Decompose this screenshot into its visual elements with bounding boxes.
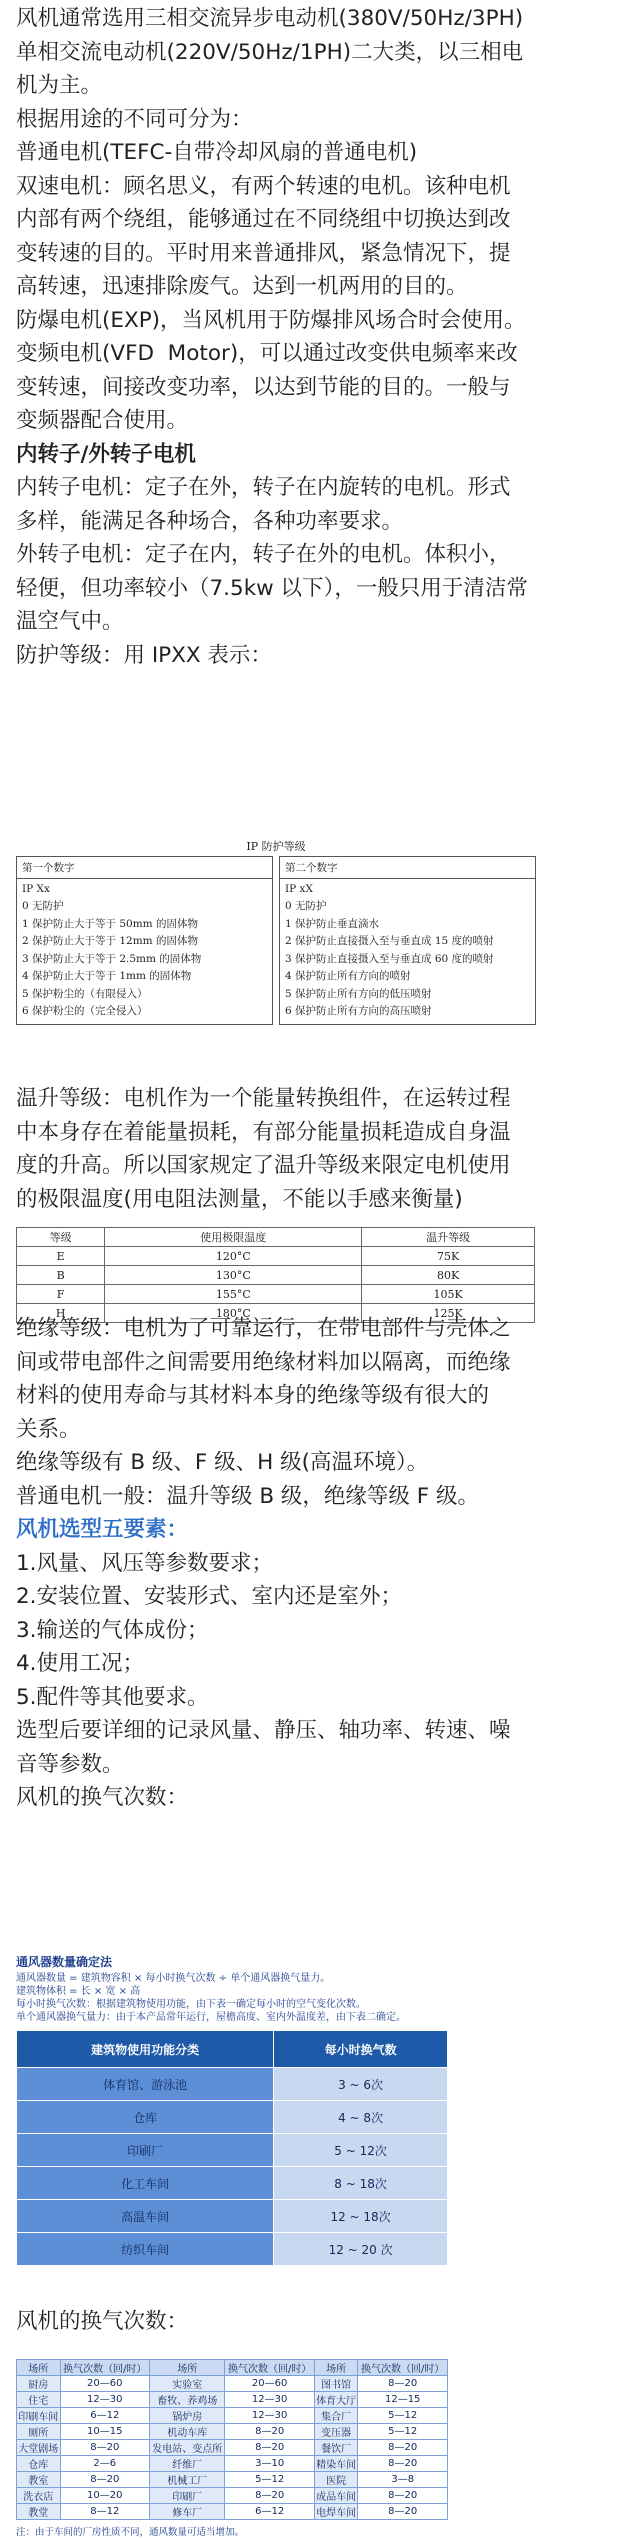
table-cell: 每小时换气数 (274, 2031, 448, 2068)
text-line: 绝缘等级：电机为了可靠运行，在带电部件与壳体之 (16, 1316, 511, 1341)
table-cell: 120°C (105, 1247, 362, 1266)
table-cell: 10—15 (60, 2424, 150, 2440)
text-line: 风机的换气次数： (16, 2309, 189, 2334)
text-line: 4.使用工况； (16, 1651, 145, 1676)
air-change-places-table (16, 2359, 448, 2520)
table-cell: 3 ~ 6次 (274, 2068, 448, 2101)
temperature-class-table (16, 1227, 535, 1323)
table-cell: 20—60 (225, 2376, 315, 2392)
air-change-method-figure (16, 1953, 448, 2257)
ip-cell: 5 保护粉尘的（有限侵入） (22, 987, 148, 1000)
table-cell: F (17, 1285, 105, 1304)
table-cell: 畜牧、养鸡场 (150, 2392, 225, 2408)
table-cell: 换气次数（回/时） (60, 2360, 150, 2376)
table-cell: 图书馆 (314, 2376, 358, 2392)
table-row (17, 2392, 448, 2408)
air-change-places-figure (16, 2359, 448, 2538)
table-cell: 住宅 (17, 2392, 61, 2408)
table-row (17, 1285, 535, 1304)
table-cell: 教堂 (17, 2504, 61, 2520)
text-line: 关系。 (16, 1416, 81, 1442)
table-cell: 纤维厂 (150, 2456, 225, 2472)
text-line: 防爆电机(EXP)，当风机用于防爆排风场合时会使用。 (16, 307, 526, 333)
table-cell: 155°C (105, 1285, 362, 1304)
ip-cell: 3 保护防止大于等于 2.5mm 的固体物 (22, 952, 202, 965)
text-line: 轻便，但功率较小（7.5kw 以下），一般只用于清洁常 (16, 575, 528, 601)
table-row (17, 2233, 448, 2266)
table-header-row (17, 2031, 448, 2068)
table-row (17, 2472, 448, 2488)
ip-cell: IP Xx (22, 882, 50, 895)
ip-cell: 5 保护防止所有方向的低压喷射 (285, 987, 432, 1000)
table-cell: 5—12 (225, 2472, 315, 2488)
air-change-caption-2 (16, 2305, 618, 2339)
table-cell: 8—20 (225, 2424, 315, 2440)
table-cell: 发电站、变点所 (150, 2440, 225, 2456)
table-cell: 12—30 (60, 2392, 150, 2408)
table-cell: 变压器 (314, 2424, 358, 2440)
text-line: 变转速的目的。平时用来普通排风，紧急情况下，提 (16, 240, 511, 266)
table-cell: 印刷厂 (17, 2134, 274, 2167)
ip-cell: 3 保护防止直接摄入至与垂直成 60 度的喷射 (285, 952, 494, 965)
table-cell: 8—20 (358, 2488, 448, 2504)
table-row (17, 2134, 448, 2167)
text-line: 风机通常选用三相交流异步电动机(380V/50Hz/3PH) (16, 6, 524, 31)
table-cell: 5 ~ 12次 (274, 2134, 448, 2167)
table-cell: 8—20 (358, 2440, 448, 2456)
rotor-heading: 内转子/外转子电机 (16, 441, 196, 467)
table-cell: 20—60 (60, 2376, 150, 2392)
table-cell: 8 ~ 18次 (274, 2167, 448, 2200)
table-cell: 仓库 (17, 2101, 274, 2134)
table-header-row (17, 1228, 535, 1247)
table-cell: 105K (362, 1285, 535, 1304)
text-line: 变频器配合使用。 (16, 408, 189, 433)
table-cell: 180°C (105, 1304, 362, 1323)
figure-line: 每小时换气次数：根据建筑物使用功能，由下表一确定每小时的空气变化次数。 (16, 1999, 366, 2010)
text-line: 温升等级：电机作为一个能量转换组件，在运转过程 (16, 1086, 511, 1111)
table-cell: 仓库 (17, 2456, 61, 2472)
text-line: 双速电机：顾名思义，有两个转速的电机。该种电机 (16, 173, 511, 199)
ip-cell: 4 保护防止大于等于 1mm 的固体物 (22, 970, 192, 982)
table-cell: 大堂剧场 (17, 2440, 61, 2456)
table-row (17, 2167, 448, 2200)
text-line: 中本身存在着能量损耗，有部分能量损耗造成自身温 (16, 1119, 511, 1145)
table-row (17, 2488, 448, 2504)
ip-cell: 1 保护防止垂直滴水 (285, 917, 380, 930)
text-line: 度的升高。所以国家规定了温升等级来限定电机使用 (16, 1153, 511, 1178)
table-cell: 6—12 (225, 2504, 315, 2520)
table-cell: 8—20 (225, 2488, 315, 2504)
text-line: 材料的使用寿命与其材料本身的绝缘等级有很大的 (16, 1383, 490, 1408)
table-cell: 温升等级 (362, 1228, 535, 1247)
table-cell: 8—20 (60, 2472, 150, 2488)
table-cell: 8—20 (225, 2440, 315, 2456)
table-cell: 印刷厂 (150, 2488, 225, 2504)
ip-cell: 6 保护粉尘的（完全侵入） (22, 1005, 148, 1017)
table-cell: 锅炉房 (150, 2408, 225, 2424)
table-cell: 3—8 (358, 2472, 448, 2488)
table-row (17, 1247, 535, 1266)
table-cell: 修车厂 (150, 2504, 225, 2520)
text-line: 外转子电机：定子在内，转子在外的电机。体积小， (16, 542, 511, 567)
ip-cell: 第一个数字 (17, 860, 272, 879)
table-row (17, 2456, 448, 2472)
table-cell: 8—20 (358, 2456, 448, 2472)
motor-types-section (16, 2, 618, 672)
text-line: 2.安装位置、安装形式、室内还是室外； (16, 1584, 403, 1609)
table-cell: 8—20 (358, 2376, 448, 2392)
table-cell: 机动车库 (150, 2424, 225, 2440)
table-cell: 纺织车间 (17, 2233, 274, 2266)
table-cell: 75K (362, 1247, 535, 1266)
table-cell: 厕所 (17, 2424, 61, 2440)
table-cell: 12—15 (358, 2392, 448, 2408)
table-cell: 实验室 (150, 2376, 225, 2392)
table-cell: B (17, 1266, 105, 1285)
ip-cell: 0 无防护 (285, 900, 327, 912)
table-cell: 体育大厅 (314, 2392, 358, 2408)
table-cell: 3—10 (225, 2456, 315, 2472)
table-cell: 医院 (314, 2472, 358, 2488)
table-cell: 8—12 (60, 2504, 150, 2520)
insulation-section (16, 1312, 618, 1815)
ip-cell: 2 保护防止大于等于 12mm 的固体物 (22, 935, 198, 947)
table-cell: 厨房 (17, 2376, 61, 2392)
text-line: 选型后要详细的记录风量、静压、轴功率、转速、噪 (16, 1718, 511, 1743)
table-cell: 使用极限温度 (105, 1228, 362, 1247)
table-cell: 2—6 (60, 2456, 150, 2472)
text-line: 高转速，迅速排除废气。达到一机两用的目的。 (16, 274, 468, 299)
table-cell: 125K (362, 1304, 535, 1323)
figure-line: 建筑物体积 = 长 × 宽 × 高 (16, 1986, 141, 1997)
table-row (17, 2101, 448, 2134)
table-cell: 12—30 (225, 2408, 315, 2424)
table-header-row (17, 2360, 448, 2376)
ip-cell: 6 保护防止所有方向的高压喷射 (285, 1005, 432, 1017)
temperature-rise-section (16, 1082, 618, 1216)
text-line: 内转子电机：定子在外，转子在内旋转的电机。形式 (16, 475, 511, 500)
text-line: 防护等级：用 IPXX 表示： (16, 642, 272, 668)
figure-line: 单个通风器换气量力：由于本产品常年运行，屋檐高度、室内外温度差，由下表二确定。 (16, 2012, 406, 2023)
table-cell: 建筑物使用功能分类 (17, 2031, 274, 2068)
table-cell: 成品车间 (314, 2488, 358, 2504)
table-cell: 4 ~ 8次 (274, 2101, 448, 2134)
table-cell: 8—20 (358, 2504, 448, 2520)
text-line: 风机的换气次数： (16, 1785, 189, 1810)
ip-cell: 0 无防护 (22, 900, 64, 912)
text-line: 变转速，间接改变功率，以达到节能的目的。一般与 (16, 374, 511, 400)
text-line: 温空气中。 (16, 609, 124, 634)
table-cell: 换气次数（回/时） (225, 2360, 315, 2376)
text-line: 多样，能满足各种场合，各种功率要求。 (16, 508, 404, 534)
table-cell: 80K (362, 1266, 535, 1285)
ip-cell: 1 保护防止大于等于 50mm 的固体物 (22, 917, 198, 930)
table-row (17, 2408, 448, 2424)
table-cell: 洗衣店 (17, 2488, 61, 2504)
ip-cell: IP xX (285, 882, 313, 895)
text-line: 3.输送的气体成份； (16, 1617, 209, 1643)
table-cell: 餐饮厂 (314, 2440, 358, 2456)
text-line: 间或带电部件之间需要用绝缘材料加以隔离，而绝缘 (16, 1349, 511, 1375)
text-line: 变频电机(VFD Motor)，可以通过改变供电频率来改 (16, 341, 518, 366)
table-cell: 12 ~ 20 次 (274, 2233, 448, 2266)
table-cell: 精染车间 (314, 2456, 358, 2472)
ip-cell: 4 保护防止所有方向的喷射 (285, 970, 411, 982)
text-line: 音等参数。 (16, 1751, 124, 1777)
table-cell: 10—20 (60, 2488, 150, 2504)
table-row (17, 2068, 448, 2101)
table-cell: 8—20 (60, 2440, 150, 2456)
table-cell: 教室 (17, 2472, 61, 2488)
text-line: 的极限温度(用电阻法测量，不能以手感来衡量) (16, 1186, 463, 1212)
ip-first-digit-column (16, 856, 273, 1025)
text-line: 5.配件等其他要求。 (16, 1684, 209, 1710)
text-line: 普通电机一般：温升等级 B 级，绝缘等级 F 级。 (16, 1483, 479, 1509)
table-cell: E (17, 1247, 105, 1266)
figure-title: 通风器数量确定法 (16, 1955, 113, 1969)
table-cell: 印刷车间 (17, 2408, 61, 2424)
five-elements-heading: 风机选型五要素： (16, 1517, 189, 1542)
text-line: 根据用途的不同可分为： (16, 106, 253, 132)
table-cell: 高温车间 (17, 2200, 274, 2233)
table-row (17, 2200, 448, 2233)
table-row (17, 2440, 448, 2456)
table-cell: 12—30 (225, 2392, 315, 2408)
table-row (17, 2376, 448, 2392)
table-cell: 等级 (17, 1228, 105, 1247)
ip-cell: 第二个数字 (280, 860, 535, 879)
table-note: 注：由于车间的厂房性质不同，通风数量可适当增加。 (16, 2527, 245, 2538)
text-line: 普通电机(TEFC-自带冷却风扇的普通电机) (16, 140, 418, 165)
table-cell: 换气次数（回/时） (358, 2360, 448, 2376)
air-change-rate-table (16, 2030, 448, 2266)
table-row (17, 1266, 535, 1285)
table-cell: 5—12 (358, 2408, 448, 2424)
ip-table-caption: IP 防护等级 (246, 840, 306, 853)
table-cell: 集合厂 (314, 2408, 358, 2424)
ip-protection-table (16, 838, 536, 1025)
text-line: 机为主。 (16, 73, 103, 98)
table-cell: 体育馆、游泳池 (17, 2068, 274, 2101)
table-cell: 电焊车间 (314, 2504, 358, 2520)
table-cell: 5—12 (358, 2424, 448, 2440)
figure-line: 通风器数量 = 建筑物容积 × 每小时换气次数 ÷ 单个通风器换气量力。 (16, 1973, 331, 1984)
table-row (17, 2424, 448, 2440)
table-cell: 机械工厂 (150, 2472, 225, 2488)
table-cell: 6—12 (60, 2408, 150, 2424)
table-cell: 化工车间 (17, 2167, 274, 2200)
table-cell: 场所 (314, 2360, 358, 2376)
table-cell: 场所 (17, 2360, 61, 2376)
table-cell: H (17, 1304, 105, 1323)
text-line: 内部有两个绕组，能够通过在不同绕组中切换达到改 (16, 207, 511, 232)
text-line: 绝缘等级有 B 级、F 级、H 级(高温环境）。 (16, 1450, 429, 1475)
text-line: 单相交流电动机(220V/50Hz/1PH)二大类，以三相电 (16, 39, 524, 65)
table-cell: 130°C (105, 1266, 362, 1285)
ip-second-digit-column (279, 856, 536, 1025)
text-line: 1.风量、风压等参数要求； (16, 1550, 274, 1576)
table-cell: 12 ~ 18次 (274, 2200, 448, 2233)
table-cell: 场所 (150, 2360, 225, 2376)
ip-cell: 2 保护防止直接摄入至与垂直成 15 度的喷射 (285, 935, 494, 947)
table-row (17, 2504, 448, 2520)
